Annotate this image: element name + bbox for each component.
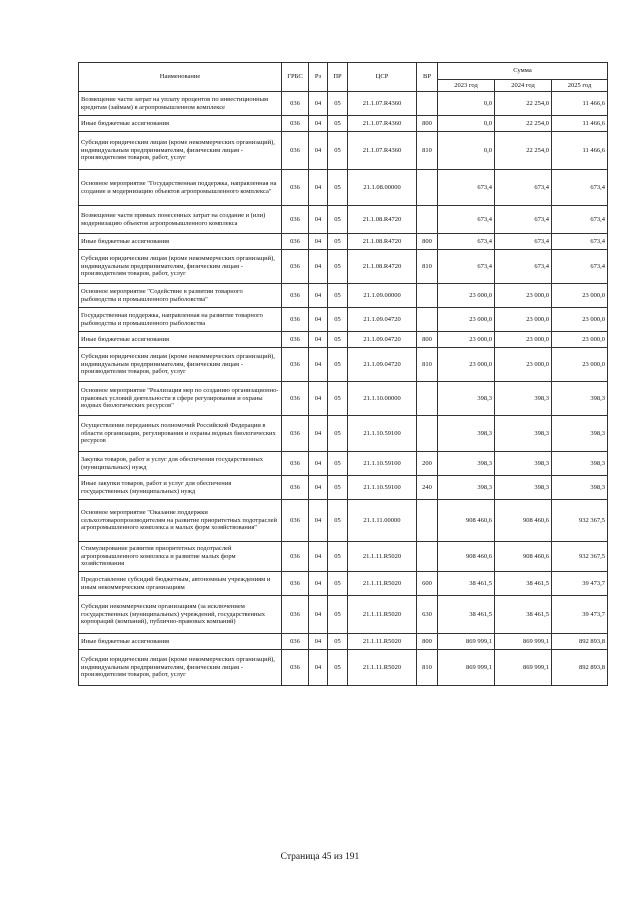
cell-value-2025: 673,4 xyxy=(552,250,608,284)
cell-rz: 04 xyxy=(309,284,328,308)
cell-value-2023: 398,3 xyxy=(438,452,495,476)
cell-vr xyxy=(417,382,438,416)
cell-value-2023: 908 460,6 xyxy=(438,542,495,572)
table-body xyxy=(79,92,608,686)
table-row xyxy=(79,332,608,348)
cell-pr: 05 xyxy=(328,170,348,206)
cell-value-2023: 0,0 xyxy=(438,116,495,132)
table-row xyxy=(79,250,608,284)
cell-rz: 04 xyxy=(309,206,328,234)
cell-value-2023: 673,4 xyxy=(438,250,495,284)
header-2023: 2023 год xyxy=(438,80,495,92)
cell-pr: 05 xyxy=(328,500,348,542)
header-csr: ЦСР xyxy=(348,63,417,92)
cell-pr: 05 xyxy=(328,132,348,170)
cell-csr: 21.1.07.R4360 xyxy=(348,92,417,116)
cell-value-2025: 398,3 xyxy=(552,416,608,452)
cell-value-2024: 23 000,0 xyxy=(495,308,552,332)
cell-csr: 21.1.08.00000 xyxy=(348,170,417,206)
cell-grbs: 036 xyxy=(282,596,309,634)
cell-vr xyxy=(417,416,438,452)
header-grbs: ГРБС xyxy=(282,63,309,92)
cell-rz: 04 xyxy=(309,116,328,132)
cell-name: Иные бюджетные ассигнования xyxy=(79,116,282,132)
cell-value-2025: 23 000,0 xyxy=(552,308,608,332)
cell-grbs: 036 xyxy=(282,500,309,542)
cell-value-2024: 22 254,0 xyxy=(495,132,552,170)
cell-value-2023: 398,3 xyxy=(438,416,495,452)
cell-value-2025: 398,3 xyxy=(552,476,608,500)
cell-value-2024: 673,4 xyxy=(495,206,552,234)
cell-rz: 04 xyxy=(309,572,328,596)
cell-rz: 04 xyxy=(309,132,328,170)
table-row xyxy=(79,308,608,332)
cell-rz: 04 xyxy=(309,234,328,250)
cell-csr: 21.1.09.00000 xyxy=(348,284,417,308)
cell-pr: 05 xyxy=(328,572,348,596)
cell-pr: 05 xyxy=(328,284,348,308)
cell-vr: 800 xyxy=(417,234,438,250)
cell-grbs: 036 xyxy=(282,116,309,132)
header-pr: ПР xyxy=(328,63,348,92)
cell-pr: 05 xyxy=(328,634,348,650)
header-vr: ВР xyxy=(417,63,438,92)
cell-pr: 05 xyxy=(328,206,348,234)
table-row xyxy=(79,416,608,452)
cell-rz: 04 xyxy=(309,308,328,332)
cell-value-2024: 23 000,0 xyxy=(495,332,552,348)
table-row xyxy=(79,476,608,500)
cell-pr: 05 xyxy=(328,650,348,686)
cell-vr: 200 xyxy=(417,452,438,476)
cell-value-2025: 398,3 xyxy=(552,452,608,476)
cell-vr: 800 xyxy=(417,116,438,132)
cell-value-2023: 673,4 xyxy=(438,206,495,234)
cell-value-2024: 398,3 xyxy=(495,476,552,500)
header-rz: Рз xyxy=(309,63,328,92)
cell-vr: 800 xyxy=(417,634,438,650)
cell-value-2023: 38 461,5 xyxy=(438,572,495,596)
cell-pr: 05 xyxy=(328,234,348,250)
cell-value-2024: 673,4 xyxy=(495,250,552,284)
cell-vr xyxy=(417,206,438,234)
cell-csr: 21.1.11.R5020 xyxy=(348,650,417,686)
cell-vr: 240 xyxy=(417,476,438,500)
page-number: Страница 45 из 191 xyxy=(280,852,360,862)
cell-name: Основное мероприятие "Содействие в развитии товарного рыбоводства и промышленного рыболовства" xyxy=(79,284,282,308)
cell-pr: 05 xyxy=(328,348,348,382)
cell-vr xyxy=(417,284,438,308)
cell-name: Предоставление субсидий бюджетным, автономным учреждениям и иным некоммерческим организациям xyxy=(79,572,282,596)
cell-value-2024: 869 999,1 xyxy=(495,634,552,650)
cell-value-2025: 11 466,6 xyxy=(552,116,608,132)
cell-rz: 04 xyxy=(309,452,328,476)
cell-csr: 21.1.07.R4360 xyxy=(348,116,417,132)
cell-csr: 21.1.11.R5020 xyxy=(348,542,417,572)
cell-vr xyxy=(417,170,438,206)
cell-value-2025: 932 367,5 xyxy=(552,500,608,542)
table-row xyxy=(79,116,608,132)
cell-grbs: 036 xyxy=(282,542,309,572)
cell-csr: 21.1.10.59100 xyxy=(348,452,417,476)
cell-pr: 05 xyxy=(328,416,348,452)
cell-name: Иные закупки товаров, работ и услуг для обеспечения государственных (муниципальных) нужд xyxy=(79,476,282,500)
cell-grbs: 036 xyxy=(282,452,309,476)
header-2025: 2025 год xyxy=(552,80,608,92)
table-row xyxy=(79,92,608,116)
cell-value-2023: 0,0 xyxy=(438,92,495,116)
table-row xyxy=(79,500,608,542)
cell-name: Возмещение части прямых понесенных затрат на создание и (или) модернизацию объектов агропромышленного комплекса xyxy=(79,206,282,234)
cell-value-2025: 892 893,8 xyxy=(552,650,608,686)
table-row xyxy=(79,234,608,250)
cell-grbs: 036 xyxy=(282,234,309,250)
cell-value-2025: 892 893,8 xyxy=(552,634,608,650)
cell-grbs: 036 xyxy=(282,308,309,332)
cell-value-2025: 11 466,6 xyxy=(552,132,608,170)
cell-rz: 04 xyxy=(309,596,328,634)
cell-name: Иные бюджетные ассигнования xyxy=(79,332,282,348)
cell-name: Субсидии некоммерческим организациям (за исключением государственных (муниципальных) учреждений, государственных корпораций (компаний), публично-правовых компаний) xyxy=(79,596,282,634)
cell-rz: 04 xyxy=(309,416,328,452)
cell-grbs: 036 xyxy=(282,284,309,308)
cell-vr: 600 xyxy=(417,572,438,596)
cell-rz: 04 xyxy=(309,170,328,206)
cell-grbs: 036 xyxy=(282,170,309,206)
cell-name: Субсидии юридическим лицам (кроме некоммерческих организаций), индивидуальным предпринимателям, физическим лицам - производителям товаров, работ, услуг xyxy=(79,132,282,170)
table-row xyxy=(79,650,608,686)
cell-value-2024: 38 461,5 xyxy=(495,596,552,634)
cell-pr: 05 xyxy=(328,382,348,416)
cell-name: Закупка товаров, работ и услуг для обеспечения государственных (муниципальных) нужд xyxy=(79,452,282,476)
cell-grbs: 036 xyxy=(282,634,309,650)
cell-pr: 05 xyxy=(328,476,348,500)
cell-grbs: 036 xyxy=(282,250,309,284)
cell-name: Стимулирование развития приоритетных подотраслей агропромышленного комплекса и развитие малых форм хозяйствования xyxy=(79,542,282,572)
cell-name: Осуществление переданных полномочий Российской Федерации в области организации, регулирования и охраны водных биологических ресурсов xyxy=(79,416,282,452)
cell-rz: 04 xyxy=(309,542,328,572)
cell-value-2025: 23 000,0 xyxy=(552,332,608,348)
cell-name: Основное мероприятие "Реализация мер по созданию организационно-правовых условий деятельности в сфере регулирования и охраны водных биологических ресурсов" xyxy=(79,382,282,416)
cell-csr: 21.1.11.R5020 xyxy=(348,634,417,650)
cell-name: Субсидии юридическим лицам (кроме некоммерческих организаций), индивидуальным предпринимателям, физическим лицам - производителям товаров, работ, услуг xyxy=(79,250,282,284)
header-2024: 2024 год xyxy=(495,80,552,92)
table-row xyxy=(79,596,608,634)
cell-value-2023: 869 999,1 xyxy=(438,634,495,650)
cell-rz: 04 xyxy=(309,92,328,116)
table-row xyxy=(79,572,608,596)
cell-pr: 05 xyxy=(328,250,348,284)
table-row xyxy=(79,284,608,308)
cell-value-2024: 23 000,0 xyxy=(495,284,552,308)
cell-csr: 21.1.08.R4720 xyxy=(348,250,417,284)
cell-csr: 21.1.11.00000 xyxy=(348,500,417,542)
cell-grbs: 036 xyxy=(282,476,309,500)
cell-grbs: 036 xyxy=(282,206,309,234)
cell-name: Субсидии юридическим лицам (кроме некоммерческих организаций), индивидуальным предпринимателям, физическим лицам - производителям товаров, работ, услуг xyxy=(79,650,282,686)
cell-vr xyxy=(417,500,438,542)
cell-value-2023: 869 999,1 xyxy=(438,650,495,686)
table-row xyxy=(79,170,608,206)
cell-name: Субсидии юридическим лицам (кроме некоммерческих организаций), индивидуальным предпринимателям, физическим лицам - производителям товаров, работ, услуг xyxy=(79,348,282,382)
cell-value-2025: 39 473,7 xyxy=(552,572,608,596)
cell-csr: 21.1.10.00000 xyxy=(348,382,417,416)
cell-csr: 21.1.10.59100 xyxy=(348,416,417,452)
cell-value-2023: 0,0 xyxy=(438,132,495,170)
cell-pr: 05 xyxy=(328,542,348,572)
cell-value-2025: 673,4 xyxy=(552,234,608,250)
cell-value-2024: 908 460,6 xyxy=(495,542,552,572)
cell-value-2025: 673,4 xyxy=(552,206,608,234)
cell-pr: 05 xyxy=(328,332,348,348)
cell-rz: 04 xyxy=(309,348,328,382)
cell-value-2023: 673,4 xyxy=(438,234,495,250)
cell-value-2024: 22 254,0 xyxy=(495,92,552,116)
table-row xyxy=(79,348,608,382)
cell-csr: 21.1.07.R4360 xyxy=(348,132,417,170)
cell-grbs: 036 xyxy=(282,92,309,116)
cell-value-2024: 22 254,0 xyxy=(495,116,552,132)
cell-vr: 810 xyxy=(417,348,438,382)
table-row xyxy=(79,206,608,234)
cell-value-2025: 11 466,6 xyxy=(552,92,608,116)
cell-csr: 21.1.09.04720 xyxy=(348,348,417,382)
header-sum: Сумма xyxy=(438,63,608,80)
cell-value-2024: 908 460,6 xyxy=(495,500,552,542)
cell-value-2023: 23 000,0 xyxy=(438,332,495,348)
cell-csr: 21.1.08.R4720 xyxy=(348,234,417,250)
table-row xyxy=(79,132,608,170)
cell-grbs: 036 xyxy=(282,348,309,382)
cell-csr: 21.1.11.R5020 xyxy=(348,596,417,634)
cell-rz: 04 xyxy=(309,332,328,348)
cell-name: Основное мероприятие "Оказание поддержки сельхозтоваропроизводителям на развитие приоритетных подотраслей агропромышленного комплекса и малых форм хозяйствования" xyxy=(79,500,282,542)
cell-grbs: 036 xyxy=(282,382,309,416)
cell-vr: 810 xyxy=(417,250,438,284)
cell-value-2024: 38 461,5 xyxy=(495,572,552,596)
cell-value-2025: 398,3 xyxy=(552,382,608,416)
cell-grbs: 036 xyxy=(282,650,309,686)
cell-value-2023: 23 000,0 xyxy=(438,348,495,382)
cell-value-2024: 398,3 xyxy=(495,416,552,452)
header-name: Наименование xyxy=(79,63,282,92)
cell-name: Иные бюджетные ассигнования xyxy=(79,634,282,650)
cell-name: Основное мероприятие "Государственная поддержка, направленная на создание и модернизацию объектов агропромышленного комплекса" xyxy=(79,170,282,206)
cell-pr: 05 xyxy=(328,92,348,116)
cell-csr: 21.1.11.R5020 xyxy=(348,572,417,596)
cell-value-2025: 39 473,7 xyxy=(552,596,608,634)
cell-csr: 21.1.08.R4720 xyxy=(348,206,417,234)
cell-name: Возмещение части затрат на уплату процентов по инвестиционным кредитам (займам) в агропромышленном комплексе xyxy=(79,92,282,116)
cell-rz: 04 xyxy=(309,250,328,284)
cell-rz: 04 xyxy=(309,476,328,500)
cell-value-2023: 23 000,0 xyxy=(438,284,495,308)
cell-pr: 05 xyxy=(328,116,348,132)
table-row xyxy=(79,542,608,572)
cell-rz: 04 xyxy=(309,634,328,650)
cell-vr xyxy=(417,542,438,572)
cell-vr: 800 xyxy=(417,332,438,348)
cell-pr: 05 xyxy=(328,308,348,332)
cell-value-2025: 673,4 xyxy=(552,170,608,206)
cell-grbs: 036 xyxy=(282,416,309,452)
cell-value-2024: 398,3 xyxy=(495,452,552,476)
cell-value-2023: 673,4 xyxy=(438,170,495,206)
cell-value-2023: 38 461,5 xyxy=(438,596,495,634)
cell-value-2023: 23 000,0 xyxy=(438,308,495,332)
budget-table xyxy=(78,62,608,686)
cell-vr: 810 xyxy=(417,132,438,170)
cell-grbs: 036 xyxy=(282,132,309,170)
cell-vr xyxy=(417,92,438,116)
cell-value-2025: 932 367,5 xyxy=(552,542,608,572)
cell-csr: 21.1.10.59100 xyxy=(348,476,417,500)
cell-rz: 04 xyxy=(309,500,328,542)
cell-name: Иные бюджетные ассигнования xyxy=(79,234,282,250)
cell-value-2024: 869 999,1 xyxy=(495,650,552,686)
cell-name: Государственная поддержка, направленная на развитие товарного рыбоводства и промышленного рыболовства xyxy=(79,308,282,332)
cell-value-2024: 23 000,0 xyxy=(495,348,552,382)
cell-pr: 05 xyxy=(328,596,348,634)
cell-value-2024: 398,3 xyxy=(495,382,552,416)
cell-csr: 21.1.09.04720 xyxy=(348,308,417,332)
cell-pr: 05 xyxy=(328,452,348,476)
cell-vr: 810 xyxy=(417,650,438,686)
table-row xyxy=(79,382,608,416)
cell-vr xyxy=(417,308,438,332)
cell-value-2023: 398,3 xyxy=(438,476,495,500)
table-row xyxy=(79,452,608,476)
cell-value-2024: 673,4 xyxy=(495,234,552,250)
cell-vr: 630 xyxy=(417,596,438,634)
cell-grbs: 036 xyxy=(282,572,309,596)
cell-value-2025: 23 000,0 xyxy=(552,348,608,382)
cell-value-2025: 23 000,0 xyxy=(552,284,608,308)
cell-value-2023: 908 460,6 xyxy=(438,500,495,542)
cell-rz: 04 xyxy=(309,382,328,416)
cell-grbs: 036 xyxy=(282,332,309,348)
cell-csr: 21.1.09.04720 xyxy=(348,332,417,348)
cell-value-2024: 673,4 xyxy=(495,170,552,206)
cell-rz: 04 xyxy=(309,650,328,686)
table-row xyxy=(79,634,608,650)
cell-value-2023: 398,3 xyxy=(438,382,495,416)
